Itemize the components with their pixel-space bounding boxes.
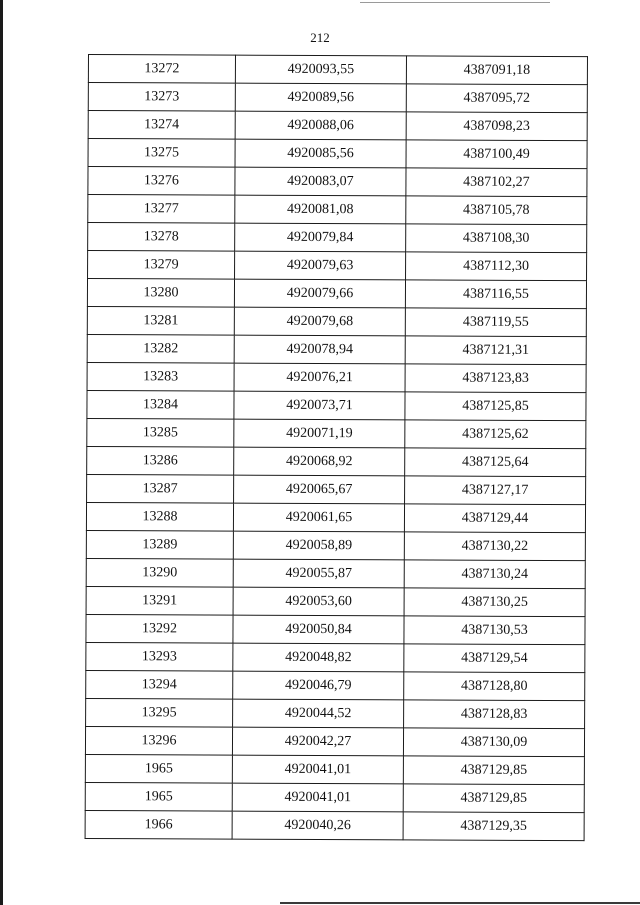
x-coordinate-cell: 4920041,01 [232,755,403,784]
scan-edge-left [0,0,3,905]
table-row [86,642,585,672]
table-row [86,698,585,728]
y-coordinate-cell: 4387116,55 [405,280,586,309]
x-coordinate-cell: 4920089,56 [235,83,406,112]
point-number-cell: 13293 [86,642,233,671]
x-coordinate-cell: 4920093,55 [235,55,406,84]
table-row [85,754,584,784]
table-row [85,726,584,756]
x-coordinate-cell: 4920079,63 [235,251,406,280]
table-row [86,558,585,588]
table-row [88,55,587,85]
point-number-cell: 13287 [87,474,234,503]
x-coordinate-cell: 4920088,06 [235,111,406,140]
x-coordinate-cell: 4920076,21 [234,363,405,392]
scan-edge-bottom [280,902,640,904]
x-coordinate-cell: 4920058,89 [233,531,404,560]
point-number-cell: 13283 [87,362,234,391]
y-coordinate-cell: 4387130,22 [404,532,585,561]
table-row [88,139,587,169]
point-number-cell: 1965 [85,782,232,811]
y-coordinate-cell: 4387129,85 [403,756,584,785]
point-number-cell: 13296 [85,726,232,755]
point-number-cell: 1965 [85,754,232,783]
coordinates-table-body [85,55,587,841]
coordinates-table [85,54,588,841]
y-coordinate-cell: 4387100,49 [406,140,587,169]
table-row [88,195,587,225]
x-coordinate-cell: 4920083,07 [235,167,406,196]
point-number-cell: 13277 [88,195,235,224]
point-number-cell: 13292 [86,614,233,643]
point-number-cell: 13272 [88,55,235,84]
x-coordinate-cell: 4920068,92 [234,447,405,476]
y-coordinate-cell: 4387102,27 [406,168,587,197]
y-coordinate-cell: 4387125,64 [405,448,586,477]
point-number-cell: 13285 [87,418,234,447]
y-coordinate-cell: 4387105,78 [406,196,587,225]
y-coordinate-cell: 4387125,62 [405,420,586,449]
y-coordinate-cell: 4387119,55 [405,308,586,337]
x-coordinate-cell: 4920073,71 [234,391,405,420]
table-row [87,418,586,448]
point-number-cell: 13280 [87,279,234,308]
y-coordinate-cell: 4387129,85 [403,784,584,813]
x-coordinate-cell: 4920071,19 [234,419,405,448]
point-number-cell: 13291 [86,586,233,615]
point-number-cell: 13282 [87,334,234,363]
point-number-cell: 13286 [87,446,234,475]
table-row [88,251,587,281]
table-row [87,446,586,476]
x-coordinate-cell: 4920078,94 [234,335,405,364]
table-row [87,279,586,309]
table-row [88,83,587,113]
point-number-cell: 13273 [88,83,235,112]
y-coordinate-cell: 4387128,83 [404,700,585,729]
table-row [86,670,585,700]
point-number-cell: 1966 [85,810,232,839]
x-coordinate-cell: 4920079,84 [235,223,406,252]
page-number: 212 [310,30,330,45]
y-coordinate-cell: 4387129,35 [403,812,584,841]
table-row [88,223,587,253]
table-row [86,530,585,560]
x-coordinate-cell: 4920050,84 [233,615,404,644]
x-coordinate-cell: 4920053,60 [233,587,404,616]
x-coordinate-cell: 4920085,56 [235,139,406,168]
table-row [87,306,586,336]
table-row [87,334,586,364]
scan-edge-top [360,2,550,3]
y-coordinate-cell: 4387130,24 [404,560,585,589]
x-coordinate-cell: 4920044,52 [233,699,404,728]
point-number-cell: 13284 [87,390,234,419]
table-row [87,474,586,504]
x-coordinate-cell: 4920081,08 [235,195,406,224]
y-coordinate-cell: 4387127,17 [405,476,586,505]
table-row [85,782,584,812]
point-number-cell: 13295 [86,698,233,727]
table-row [86,586,585,616]
point-number-cell: 13279 [88,251,235,280]
x-coordinate-cell: 4920042,27 [232,727,403,756]
y-coordinate-cell: 4387123,83 [405,364,586,393]
x-coordinate-cell: 4920065,67 [234,475,405,504]
y-coordinate-cell: 4387112,30 [406,252,587,281]
point-number-cell: 13276 [88,167,235,196]
point-number-cell: 13288 [86,502,233,531]
y-coordinate-cell: 4387108,30 [406,224,587,253]
x-coordinate-cell: 4920079,66 [234,279,405,308]
y-coordinate-cell: 4387091,18 [406,56,587,85]
y-coordinate-cell: 4387095,72 [406,84,587,113]
table-row [87,362,586,392]
table-row [86,614,585,644]
point-number-cell: 13290 [86,558,233,587]
point-number-cell: 13289 [86,530,233,559]
point-number-cell: 13281 [87,306,234,335]
x-coordinate-cell: 4920048,82 [233,643,404,672]
x-coordinate-cell: 4920055,87 [233,559,404,588]
table-row [88,167,587,197]
y-coordinate-cell: 4387128,80 [404,672,585,701]
x-coordinate-cell: 4920041,01 [232,783,403,812]
table-row [87,390,586,420]
point-number-cell: 13274 [88,111,235,140]
table-row [86,502,585,532]
x-coordinate-cell: 4920079,68 [234,307,405,336]
y-coordinate-cell: 4387130,09 [403,728,584,757]
y-coordinate-cell: 4387125,85 [405,392,586,421]
table-row [85,810,584,840]
point-number-cell: 13275 [88,139,235,168]
x-coordinate-cell: 4920046,79 [233,671,404,700]
point-number-cell: 13278 [88,223,235,252]
y-coordinate-cell: 4387130,25 [404,588,585,617]
x-coordinate-cell: 4920061,65 [233,503,404,532]
table-row [88,111,587,141]
point-number-cell: 13294 [86,670,233,699]
x-coordinate-cell: 4920040,26 [232,811,403,840]
y-coordinate-cell: 4387129,54 [404,644,585,673]
y-coordinate-cell: 4387129,44 [404,504,585,533]
y-coordinate-cell: 4387098,23 [406,112,587,141]
y-coordinate-cell: 4387130,53 [404,616,585,645]
y-coordinate-cell: 4387121,31 [405,336,586,365]
